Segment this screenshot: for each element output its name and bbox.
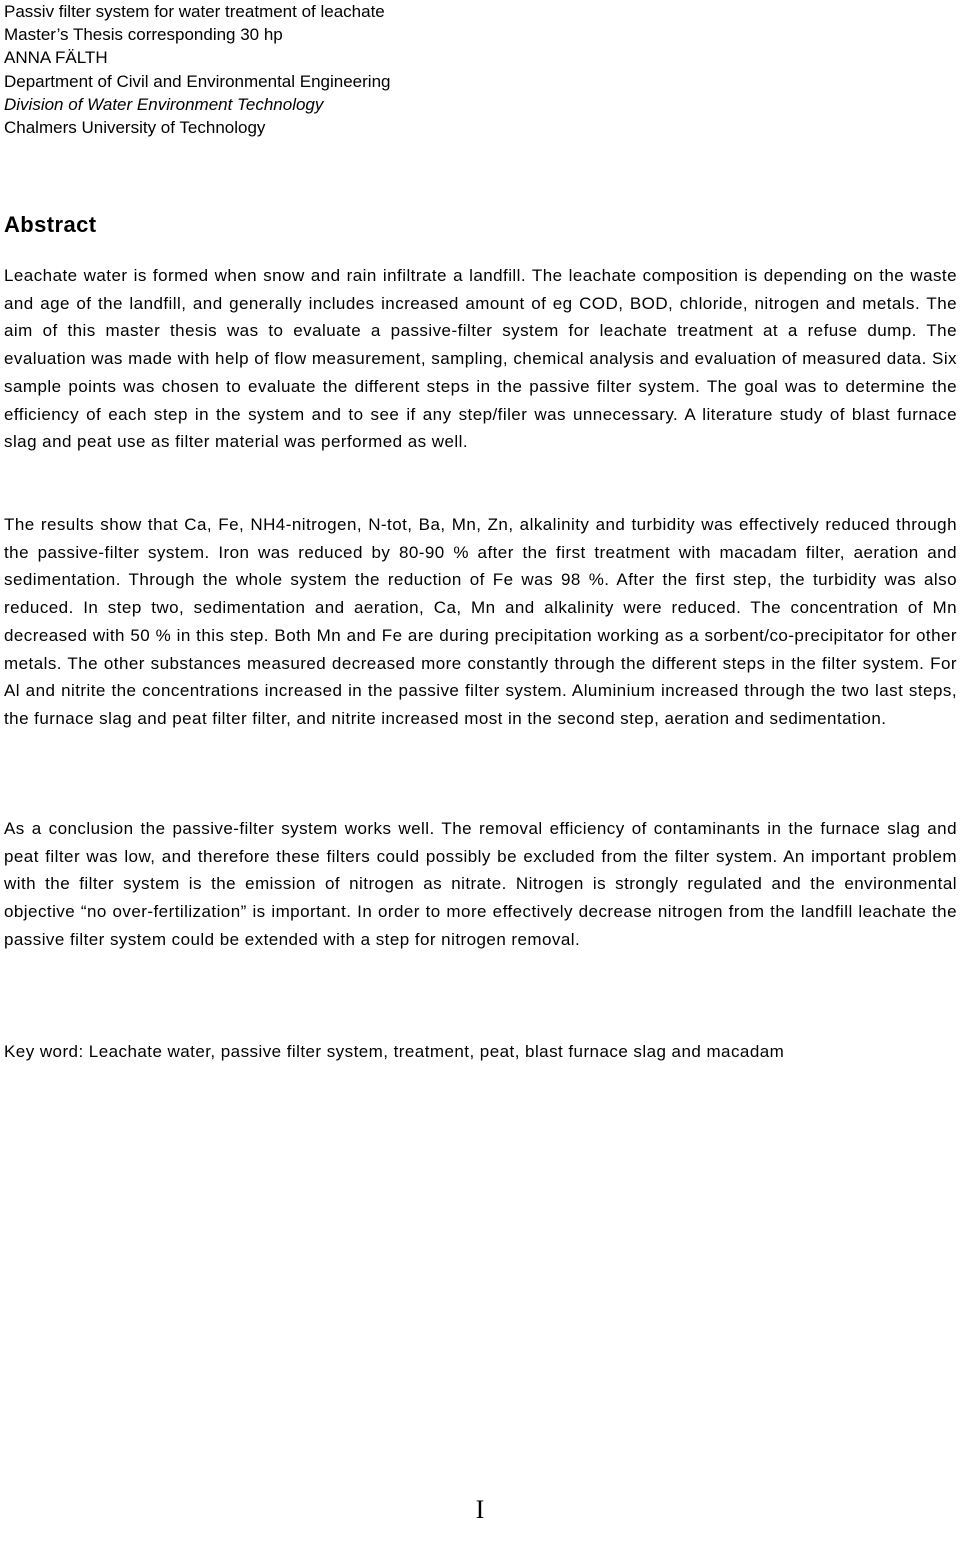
abstract-heading: Abstract bbox=[4, 212, 97, 237]
university-name: Chalmers University of Technology bbox=[4, 118, 266, 138]
abstract-paragraph-3: As a conclusion the passive-filter system works well. The removal efficiency of contaminants in the furnace slag and peat filter was low, and therefore these filters could possibly be excluded from the filter system. An important problem with the filter system is the emission of nitrogen as nitrate. Nitrogen is strongly regulated and the environmental objective “no over-fertilization” is important. In order to more effectively decrease nitrogen from the landfill leachate the passive filter system could be extended with a step for nitrogen removal. bbox=[4, 819, 957, 949]
abstract-paragraph-1: Leachate water is formed when snow and rain infiltrate a landfill. The leachate composition is depending on the waste and age of the landfill, and generally includes increased amount of eg COD, BOD, chloride, nitrogen and metals. The aim of this master thesis was to evaluate a passive-filter system for leachate treatment at a refuse dump. The evaluation was made with help of flow measurement, sampling, chemical analysis and evaluation of measured data. Six sample points was chosen to evaluate the different steps in the passive filter system. The goal was to determine the efficiency of each step in the system and to see if any step/filer was unnecessary. A literature study of blast furnace slag and peat use as filter material was performed as well. bbox=[4, 266, 957, 452]
thesis-subtitle: Master’s Thesis corresponding 30 hp bbox=[4, 25, 283, 45]
abstract-paragraph-2: The results show that Ca, Fe, NH4-nitrogen, N-tot, Ba, Mn, Zn, alkalinity and turbidity was effectively reduced through the passive-filter system. Iron was reduced by 80-90 % after the first treatment with macadam filter, aeration and sedimentation. Through the whole system the reduction of Fe was 98 %. After the first step, the turbidity was also reduced. In step two, sedimentation and aeration, Ca, Mn and alkalinity were reduced. The concentration of Mn decreased with 50 % in this step. Both Mn and Fe are during precipitation working as a sorbent/co-precipitator for other metals. The other substances measured decreased more constantly through the different steps in the filter system. For Al and nitrite the concentrations increased in the passive filter system. Aluminium increased through the two last steps, the furnace slag and peat filter filter, and nitrite increased most in the second step, aeration and sedimentation. bbox=[4, 515, 957, 728]
department-name: Department of Civil and Environmental Engineering bbox=[4, 71, 391, 91]
division-name: Division of Water Environment Technology bbox=[4, 94, 324, 114]
page-number: I bbox=[475, 1495, 485, 1524]
thesis-title: Passiv filter system for water treatment of leachate bbox=[4, 2, 385, 21]
keywords: Key word: Leachate water, passive filter system, treatment, peat, blast furnace slag and macadam bbox=[4, 1042, 785, 1061]
thesis-header bbox=[4, 0, 390, 139]
author-name: ANNA FÄLTH bbox=[4, 48, 108, 68]
